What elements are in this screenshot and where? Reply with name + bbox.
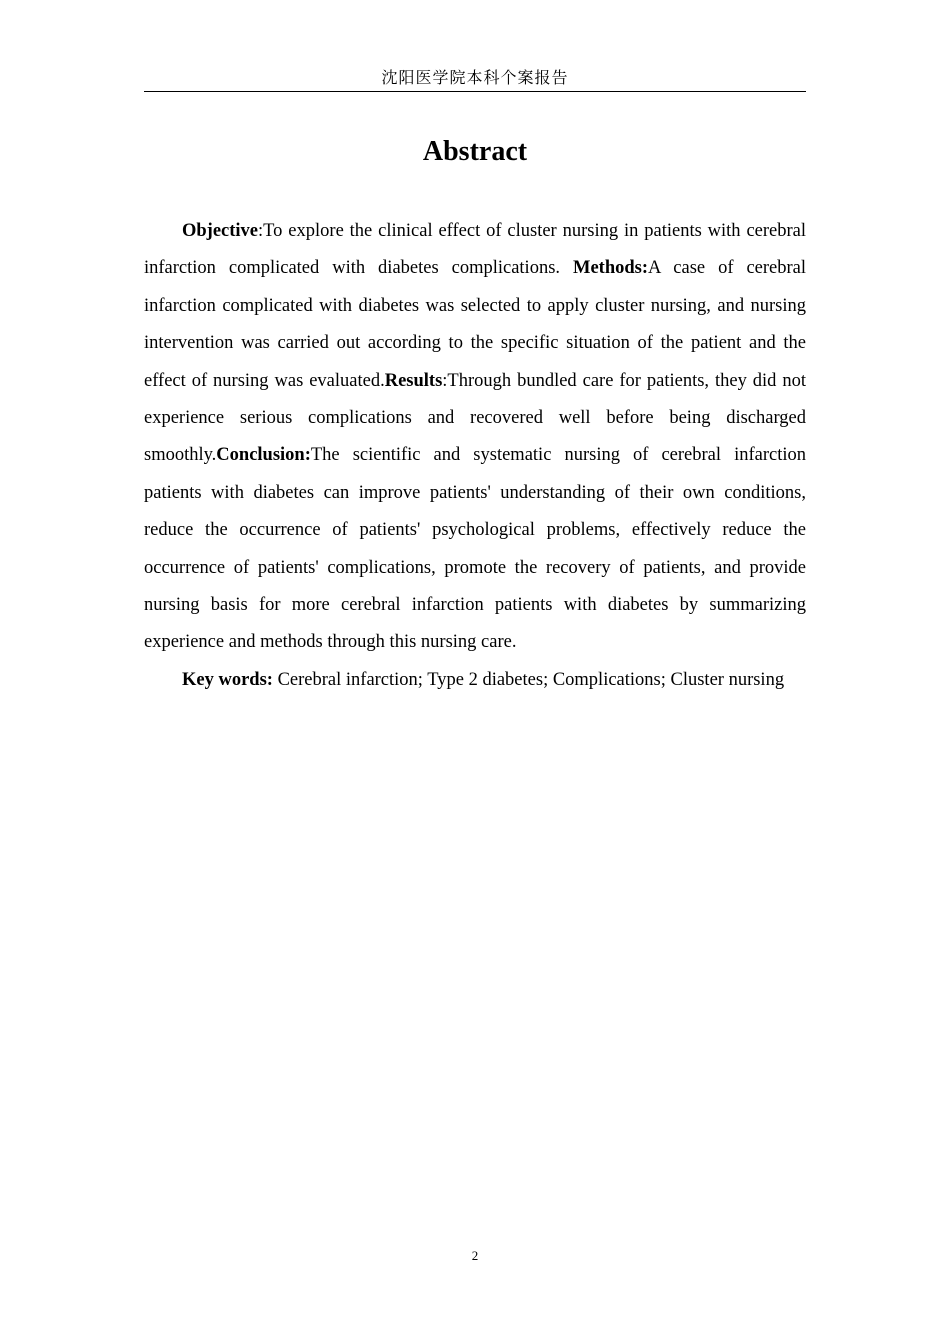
conclusion-label: Conclusion: [216, 445, 311, 466]
keywords-label: Key words: [182, 669, 273, 690]
header-rule [144, 91, 806, 92]
keywords-text: Cerebral infarction; Type 2 diabetes; Complications; Cluster nursing [272, 669, 785, 690]
objective-label: Objective [182, 221, 259, 241]
results-label: Results [384, 370, 443, 391]
methods-text: A case of cerebral infarction complicated with diabetes was selected to apply cluster nursing, and nursing intervention was carried out according to the specific situation of the patient and the effect of nursing was evaluated. [144, 258, 807, 391]
abstract-title: Abstract [422, 136, 528, 167]
running-header: 沈阳医学院本科个案报告 [381, 68, 569, 87]
conclusion-text: The scientific and systematic nursing of cerebral infarction patients with diabetes can improve patients' understanding of their own conditions, reduce the occurrence of patients' psychological problems, effectively reduce the occurrence of patients' complications, promote the recovery of patients, and provide nursing basis for more cerebral infarction patients with diabetes by summarizing experience and methods through this nursing care. [144, 445, 806, 653]
abstract-paragraph [144, 213, 806, 662]
results-text: :Through bundled care for patients, they did not experience serious complications and recovered well before being discharged smoothly. [144, 370, 806, 466]
objective-text: :To explore the clinical effect of cluster nursing in patients with cerebral infarction complicated with diabetes complications. [144, 221, 806, 279]
methods-label: Methods: [572, 258, 649, 279]
abstract-body [144, 213, 806, 699]
page-number: 2 [471, 1248, 479, 1263]
keywords-paragraph [144, 662, 806, 699]
